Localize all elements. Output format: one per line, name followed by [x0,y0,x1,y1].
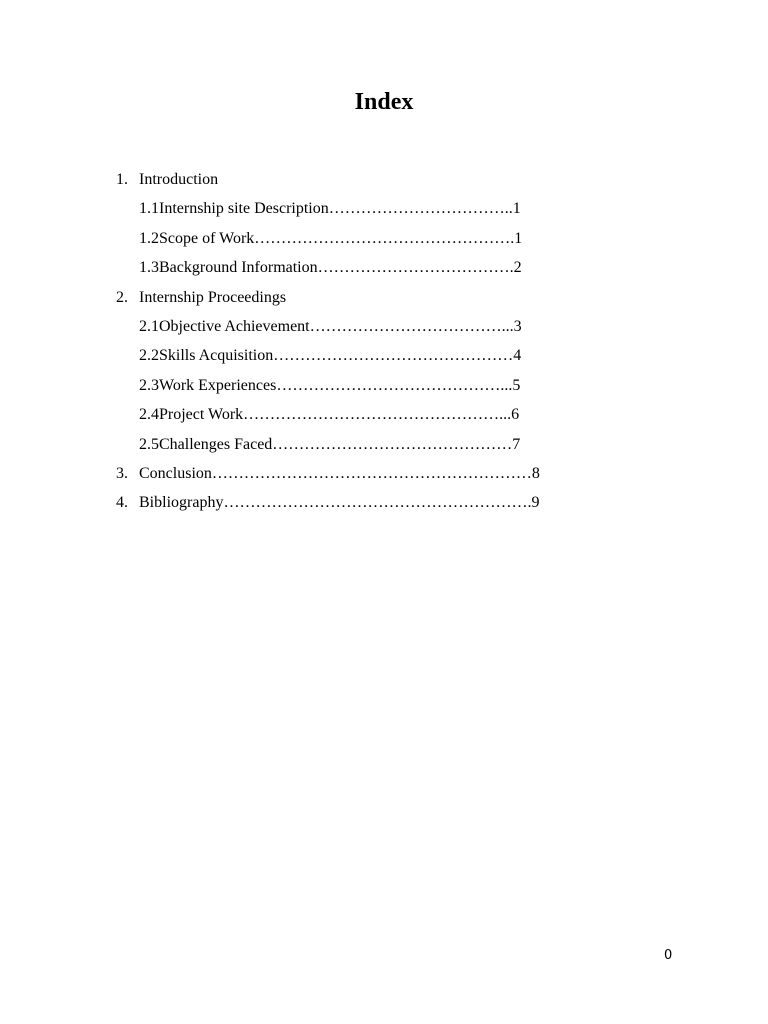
toc-entry-text: Internship Proceedings [139,288,287,306]
toc-subentry-skills-acquisition [116,341,636,370]
page-number: 0 [664,948,673,963]
toc-entry-number: 4. [116,494,128,512]
page-title: Index [354,89,414,115]
table-of-contents [116,165,636,518]
toc-entry-text: Introduction [139,171,219,188]
toc-subentry-challenges-faced [116,430,636,459]
toc-entry-text: 2.2Skills Acquisition………………………………………4 [139,347,522,365]
toc-entry-introduction [116,165,636,194]
toc-entry-text: 2.5Challenges Faced………………………………………7 [139,435,521,453]
toc-subentry-work-experiences [116,371,636,400]
toc-entry-number: 2. [116,288,128,306]
toc-subentry-objective-achievement [116,312,636,341]
toc-entry-number: 3. [116,464,128,482]
toc-entry-internship-proceedings [116,283,636,312]
toc-subentry-scope-of-work [116,224,636,253]
toc-entry-text: 2.1Objective Achievement………………………………...3 [139,317,522,335]
toc-entry-conclusion [116,459,636,488]
toc-entry-text: Conclusion……………………………………………………8 [139,464,540,482]
toc-entry-text: 1.3Background Information……………………………….2 [139,259,522,277]
toc-entry-bibliography [116,488,636,517]
toc-entry-text: 1.2Scope of Work………………………………………….1 [139,229,523,247]
toc-subentry-background-information [116,253,636,282]
toc-subentry-project-work [116,400,636,429]
toc-entry-text: 2.3Work Experiences……………………………………...5 [139,376,521,394]
toc-subentry-internship-site-description [116,194,636,223]
toc-entry-text: 1.1Internship site Description……………………………..1 [139,200,521,218]
toc-entry-number: 1. [116,171,128,188]
toc-entry-text: 2.4Project Work…………………………………………...6 [139,406,520,424]
toc-entry-text: Bibliography………………………………………………….9 [139,494,540,512]
